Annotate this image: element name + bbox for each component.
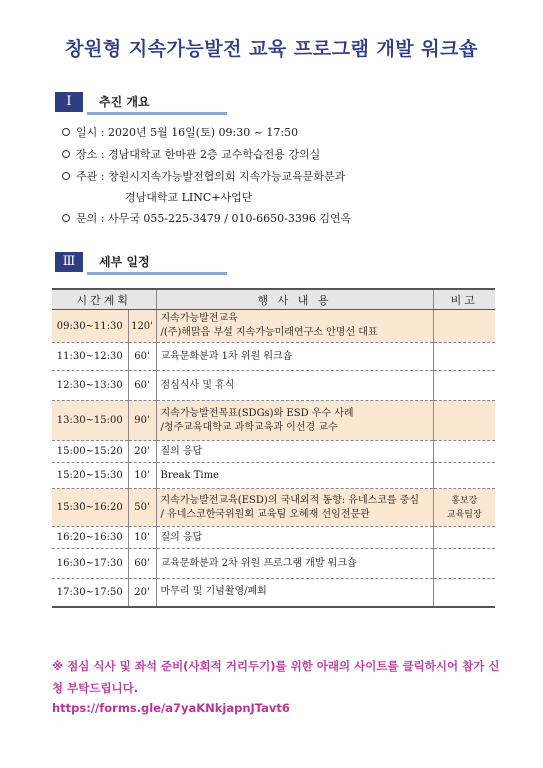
- row-time: 09:30~11:30: [52, 310, 128, 343]
- event-title: 지속가능발전교육(ESD)의 국내외적 동향: 유네스코를 중심: [160, 494, 420, 506]
- info-organizer-cont: 경남대학교 LINC+사업단: [125, 191, 253, 204]
- event-title: 질의 응답: [160, 531, 203, 543]
- event-title: 점심식사 및 휴식: [160, 379, 235, 391]
- row-time: 11:30~12:30: [52, 343, 128, 371]
- row-duration: 60': [128, 371, 156, 401]
- notice-text: ※ 점심 식사 및 좌석 준비(사회적 거리두기)를 위한 아래의 사이트를 클릭하시어 참가 신청 부탁드립니다.: [52, 659, 500, 695]
- page-title: 창원형 지속가능발전 교육 프로그램 개발 워크숍: [65, 38, 478, 60]
- row-time: 13:30~15:00: [52, 401, 128, 441]
- header-event: 행 사 내 용: [156, 289, 433, 310]
- event-title: 교육문화분과 2차 위원 프로그램 개발 워크숍: [160, 557, 357, 569]
- row-time: 15:20~15:30: [52, 463, 128, 489]
- row-duration: 120': [128, 310, 156, 343]
- event-title: 지속가능발전교육: [160, 313, 238, 324]
- event-detail: /청주교육대학교 과학교육과 이선경 교수: [160, 421, 338, 433]
- table-row: [52, 463, 495, 489]
- row-time: 15:00~15:20: [52, 441, 128, 463]
- row-event: [156, 527, 433, 549]
- row-time: 17:30~17:50: [52, 579, 128, 607]
- header-time: 시간계획: [52, 289, 156, 310]
- registration-link[interactable]: https://forms.gle/a7yaKNkjapnJTavt6: [52, 701, 290, 715]
- row-note: [433, 310, 495, 343]
- row-event: [156, 371, 433, 401]
- circle-bullet-icon: [62, 214, 70, 222]
- section-label: 추진 개요: [99, 95, 150, 109]
- schedule-table: [52, 288, 495, 608]
- table-row: [52, 343, 495, 371]
- row-event: [156, 310, 433, 343]
- row-duration: 60': [128, 549, 156, 579]
- row-event: [156, 549, 433, 579]
- row-time: 16:20~16:30: [52, 527, 128, 549]
- row-duration: 20': [128, 441, 156, 463]
- event-title: 교육문화분과 1차 위원 워크숍: [160, 350, 293, 362]
- row-duration: 10': [128, 527, 156, 549]
- event-title: Break Time: [160, 469, 220, 481]
- note-line: 교육팀장: [446, 509, 482, 520]
- row-duration: 20': [128, 579, 156, 607]
- row-note: [433, 527, 495, 549]
- row-event: [156, 463, 433, 489]
- table-row: [52, 579, 495, 607]
- row-note: [433, 343, 495, 371]
- row-note: [433, 441, 495, 463]
- row-event: [156, 343, 433, 371]
- event-detail: /(주)해맑음 부설 지속가능미래연구소 안명선 대표: [160, 327, 378, 338]
- row-note: [433, 489, 495, 527]
- section-number: Ⅰ: [55, 92, 83, 112]
- event-detail: / 유네스코한국위원회 교육팀 오혜재 선임전문관: [160, 508, 370, 520]
- section-underline: [87, 272, 227, 275]
- circle-bullet-icon: [62, 150, 70, 158]
- row-time: 15:30~16:20: [52, 489, 128, 527]
- row-event: [156, 579, 433, 607]
- section-underline: [87, 112, 227, 115]
- table-row: [52, 527, 495, 549]
- row-note: [433, 549, 495, 579]
- table-row: [52, 310, 495, 343]
- row-note: [433, 463, 495, 489]
- note-line: 홍보강: [451, 495, 478, 506]
- row-note: [433, 579, 495, 607]
- event-title: 질의 응답: [160, 445, 203, 457]
- info-location: 장소 : 경남대학교 한마관 2층 교수학습전용 강의실: [62, 146, 320, 162]
- table-row: [52, 441, 495, 463]
- row-event: [156, 401, 433, 441]
- table-row: [52, 401, 495, 441]
- row-event: [156, 489, 433, 527]
- row-note: [433, 401, 495, 441]
- circle-bullet-icon: [62, 172, 70, 180]
- row-duration: 90': [128, 401, 156, 441]
- section-number: Ⅲ: [55, 252, 83, 272]
- row-duration: 50': [128, 489, 156, 527]
- circle-bullet-icon: [62, 128, 70, 136]
- row-time: 16:30~17:30: [52, 549, 128, 579]
- info-contact: 문의 : 사무국 055-225-3479 / 010-6650-3396 김연옥: [62, 210, 351, 226]
- row-time: 12:30~13:30: [52, 371, 128, 401]
- info-organizer: 주관 : 창원시지속가능발전협의회 지속가능교육문화분과: [62, 168, 345, 184]
- row-event: [156, 441, 433, 463]
- event-title: 지속가능발전목표(SDGs)와 ESD 우수 사례: [160, 407, 354, 419]
- section-label: 세부 일정: [99, 255, 150, 269]
- row-note: [433, 371, 495, 401]
- info-date: 일시 : 2020년 5월 16일(토) 09:30 ~ 17:50: [62, 124, 298, 140]
- table-row: [52, 489, 495, 527]
- event-title: 마무리 및 기념촬영/폐회: [160, 586, 267, 598]
- table-header-row: [52, 289, 495, 310]
- row-duration: 10': [128, 463, 156, 489]
- header-note: 비고: [433, 289, 495, 310]
- row-duration: 60': [128, 343, 156, 371]
- table-row: [52, 371, 495, 401]
- table-row: [52, 549, 495, 579]
